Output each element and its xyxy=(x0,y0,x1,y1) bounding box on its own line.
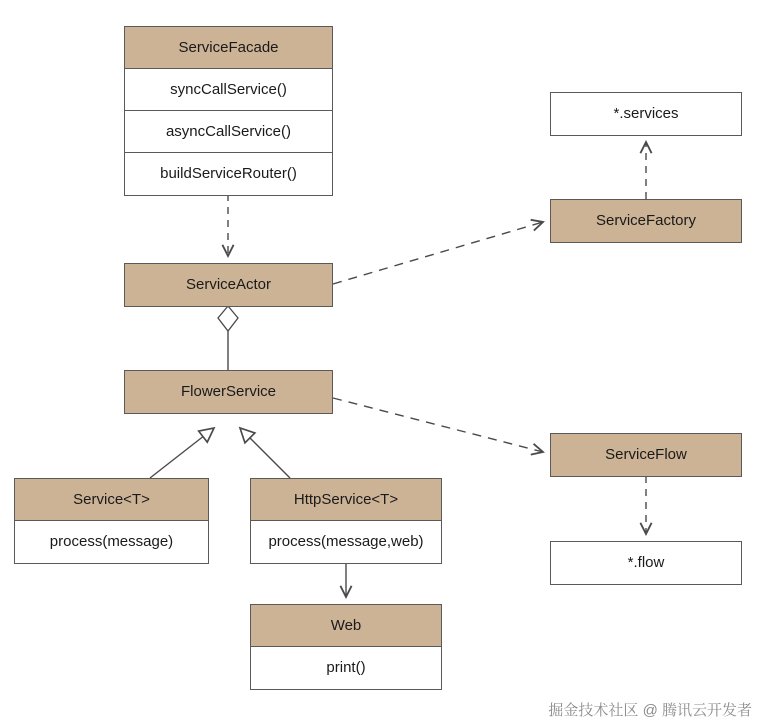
node-service-facade[interactable] xyxy=(124,26,333,196)
edge-service-to-flowerservice xyxy=(150,428,214,478)
node-title: *.flow xyxy=(551,542,741,584)
node-web[interactable] xyxy=(250,604,442,690)
node-member: process(message,web) xyxy=(268,533,424,550)
aggregation-diamond xyxy=(218,306,238,331)
node-member: syncCallService() xyxy=(125,69,332,111)
node-flower-service[interactable] xyxy=(124,370,333,414)
node-title: ServiceFactory xyxy=(551,200,741,242)
node-services-package[interactable] xyxy=(550,92,742,136)
node-member: print() xyxy=(326,659,366,676)
node-title: ServiceFacade xyxy=(125,27,332,69)
node-title: FlowerService xyxy=(125,371,332,413)
node-title: ServiceActor xyxy=(125,264,332,306)
node-title: ServiceFlow xyxy=(551,434,741,476)
node-flow-package[interactable] xyxy=(550,541,742,585)
watermark: 掘金技术社区 @ 腾讯云开发者 xyxy=(548,702,752,719)
node-service-generic[interactable] xyxy=(14,478,209,564)
node-http-service-generic[interactable] xyxy=(250,478,442,564)
edge-httpservice-to-flowerservice xyxy=(240,428,290,478)
node-member: asyncCallService() xyxy=(125,111,332,153)
node-service-actor[interactable] xyxy=(124,263,333,307)
node-service-factory[interactable] xyxy=(550,199,742,243)
node-title: *.services xyxy=(551,93,741,135)
edge-actor-to-factory xyxy=(333,222,543,284)
node-member: buildServiceRouter() xyxy=(160,165,297,182)
edge-flowerservice-to-serviceflow xyxy=(333,398,543,452)
node-title: HttpService<T> xyxy=(251,479,441,521)
node-service-flow[interactable] xyxy=(550,433,742,477)
node-title: Web xyxy=(251,605,441,647)
node-title: Service<T> xyxy=(15,479,208,521)
node-member: process(message) xyxy=(49,533,174,550)
